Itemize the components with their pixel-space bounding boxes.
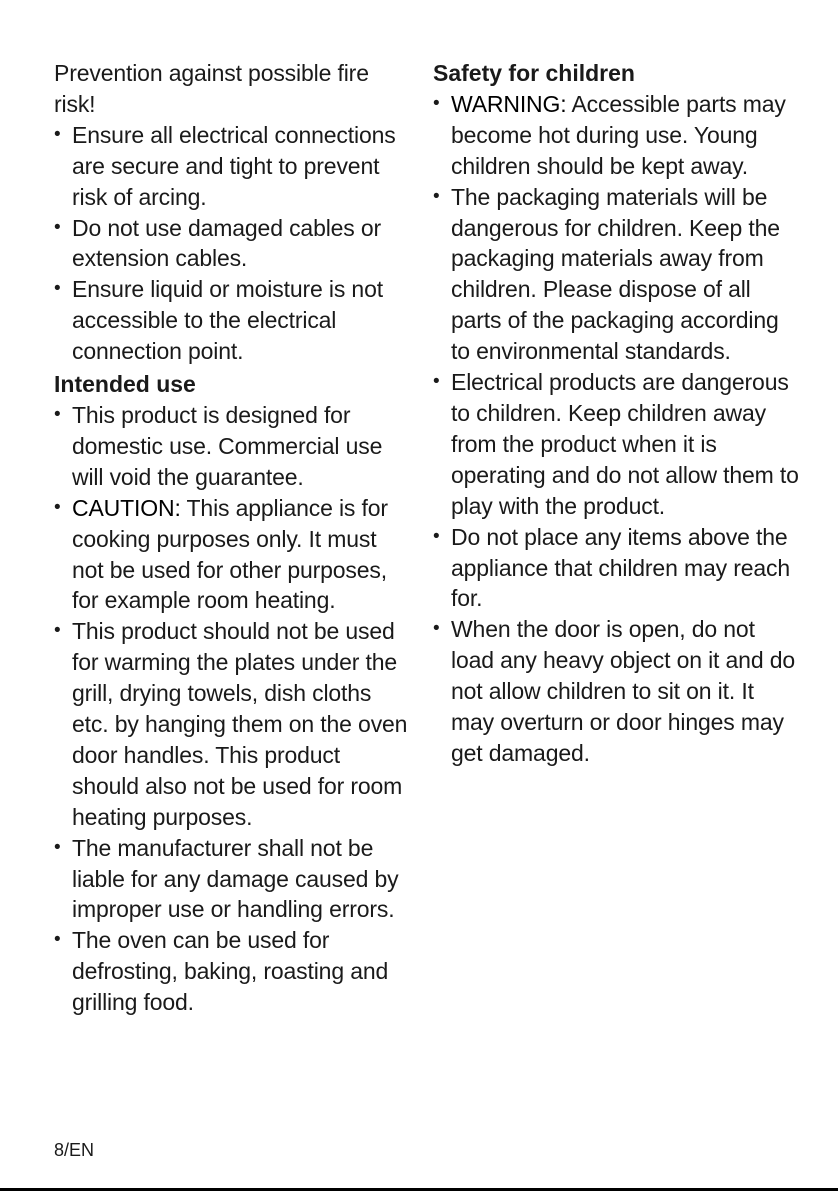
warning-label: WARNING: (451, 90, 567, 117)
list-item (433, 614, 803, 769)
children-safety-list (433, 89, 803, 769)
item-text: The oven can be used for defrosting, baking, roasting and grilling food. (72, 927, 389, 1016)
item-text: This product should not be used for warming the plates under the grill, drying towels, dish cloths etc. by hanging them on the oven door handles. This product should also not be used for room heating purposes. (72, 618, 408, 830)
item-text: The manufacturer shall not be liable for any damage caused by improper use or handling errors. (72, 834, 399, 923)
list-item: • Do not use damaged cables or extension cables. (54, 213, 410, 275)
caution-label: CAUTION: (72, 494, 181, 521)
list-item (433, 89, 803, 182)
list-item (54, 616, 410, 832)
list-item: • Ensure all electrical connections are secure and tight to prevent risk of arcing. (54, 120, 410, 213)
intended-use-list (54, 400, 410, 1018)
safety-for-children-heading: Safety for children (433, 60, 635, 86)
item-text: This appliance is for cooking purposes only. It must not be used for other purposes, for example room heating. (72, 494, 388, 614)
list-item (54, 833, 410, 926)
list-item (433, 182, 803, 367)
item-text: Do not place any items above the appliance that children may reach for. (451, 523, 790, 612)
list-item (54, 400, 410, 493)
fire-risk-list (54, 120, 410, 367)
left-column (54, 58, 410, 1018)
item-text: When the door is open, do not load any heavy object on it and do not allow children to sit on it. It may overturn or door hinges may get damaged. (451, 616, 795, 766)
intended-use-heading: Intended use (54, 371, 196, 398)
item-text: Accessible parts may become hot during use. Young children should be kept away. (451, 90, 786, 179)
list-item: • Ensure liquid or moisture is not accessible to the electrical connection point. (54, 274, 410, 367)
item-text: The packaging materials will be dangerous for children. Keep the packaging materials away from children. Please dispose of all parts of the packaging according to environmental standards. (451, 183, 780, 365)
fire-risk-intro: Prevention against possible fire risk! (54, 60, 369, 117)
item-text: This product is designed for domestic use. Commercial use will void the guarantee. (72, 401, 383, 490)
item-text: Electrical products are dangerous to children. Keep children away from the product when it is operating and do not allow them to play with the product. (451, 369, 799, 519)
page-number: 8/EN (54, 1140, 95, 1160)
list-item (433, 522, 803, 615)
list-item (54, 925, 410, 1018)
right-column (433, 58, 803, 769)
list-item (433, 367, 803, 522)
list-item (54, 493, 410, 617)
